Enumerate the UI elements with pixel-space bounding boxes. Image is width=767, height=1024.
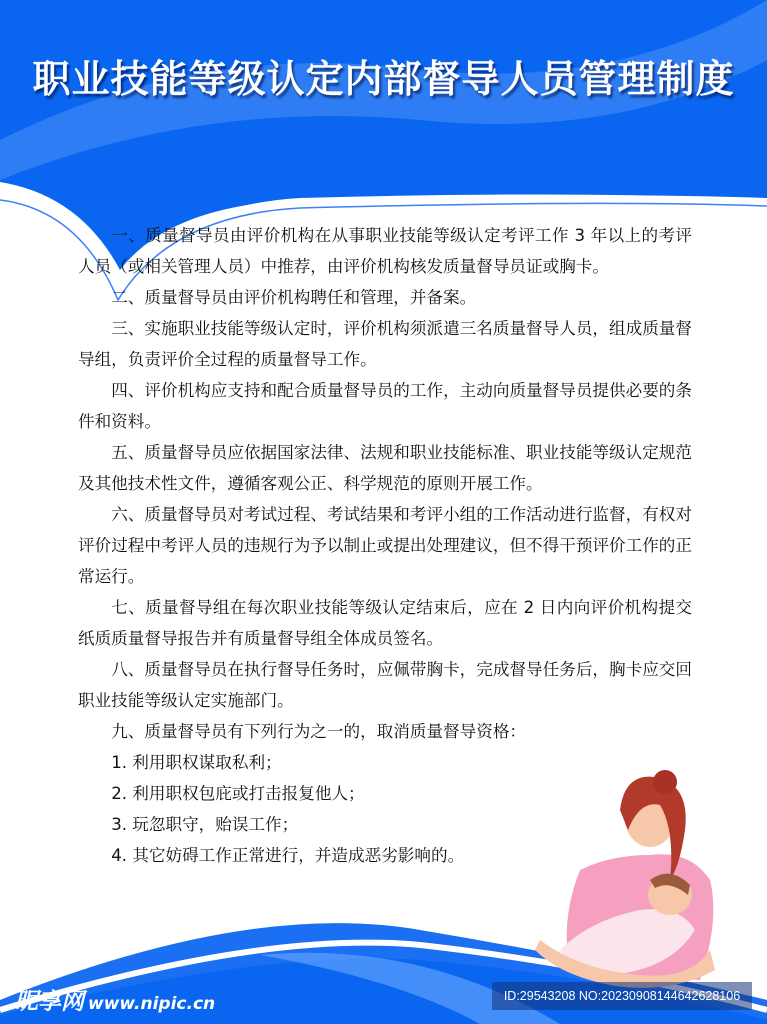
clause-8: 八、质量督导员在执行督导任务时，应佩带胸卡，完成督导任务后，胸卡应交回职业技能等级认定实施部门。 — [78, 660, 692, 710]
clause-5: 五、质量督导员应依据国家法律、法规和职业技能标准、职业技能等级认定规范及其他技术性文件，遵循客观公正、科学规范的原则开展工作。 — [78, 443, 692, 493]
watermark-id: ID:29543208 NO:20230908144642628106 — [492, 982, 752, 1010]
clause-3: 三、实施职业技能等级认定时，评价机构须派遣三名质量督导人员，组成质量督导组，负责评价全过程的质量督导工作。 — [78, 319, 692, 369]
clause-4: 四、评价机构应支持和配合质量督导员的工作，主动向质量督导员提供必要的条件和资料。 — [78, 381, 692, 431]
watermark-url: www.nipic.cn — [88, 994, 216, 1014]
clause-1: 一、质量督导员由评价机构在从事职业技能等级认定考评工作 3 年以上的考评人员（或相关管理人员）中推荐，由评价机构核发质量督导员证或胸卡。 — [78, 226, 692, 276]
clause-2: 二、质量督导员由评价机构聘任和管理，并备案。 — [111, 288, 477, 307]
poster-title: 职业技能等级认定内部督导人员管理制度 — [32, 57, 735, 101]
list-item: 4. 其它妨碍工作正常进行，并造成恶劣影响的。 — [111, 846, 465, 865]
mother-baby-illustration — [520, 770, 740, 990]
clause-9: 九、质量督导员有下列行为之一的，取消质量督导资格： — [111, 722, 527, 741]
clause-7: 七、质量督导组在每次职业技能等级认定结束后，应在 2 日内向评价机构提交纸质质量督导报告并有质量督导组全体成员签名。 — [78, 598, 692, 648]
watermark-logo: 昵享网 www.nipic.cn — [15, 989, 216, 1015]
list-item: 3. 玩忽职守，贻误工作； — [111, 815, 299, 834]
list-item: 2. 利用职权包庇或打击报复他人； — [111, 784, 365, 803]
list-item: 1. 利用职权谋取私利； — [111, 753, 282, 772]
clause-6: 六、质量督导员对考试过程、考试结果和考评小组的工作活动进行监督，有权对评价过程中考评人员的违规行为予以制止或提出处理建议，但不得干预评价工作的正常运行。 — [78, 505, 692, 586]
